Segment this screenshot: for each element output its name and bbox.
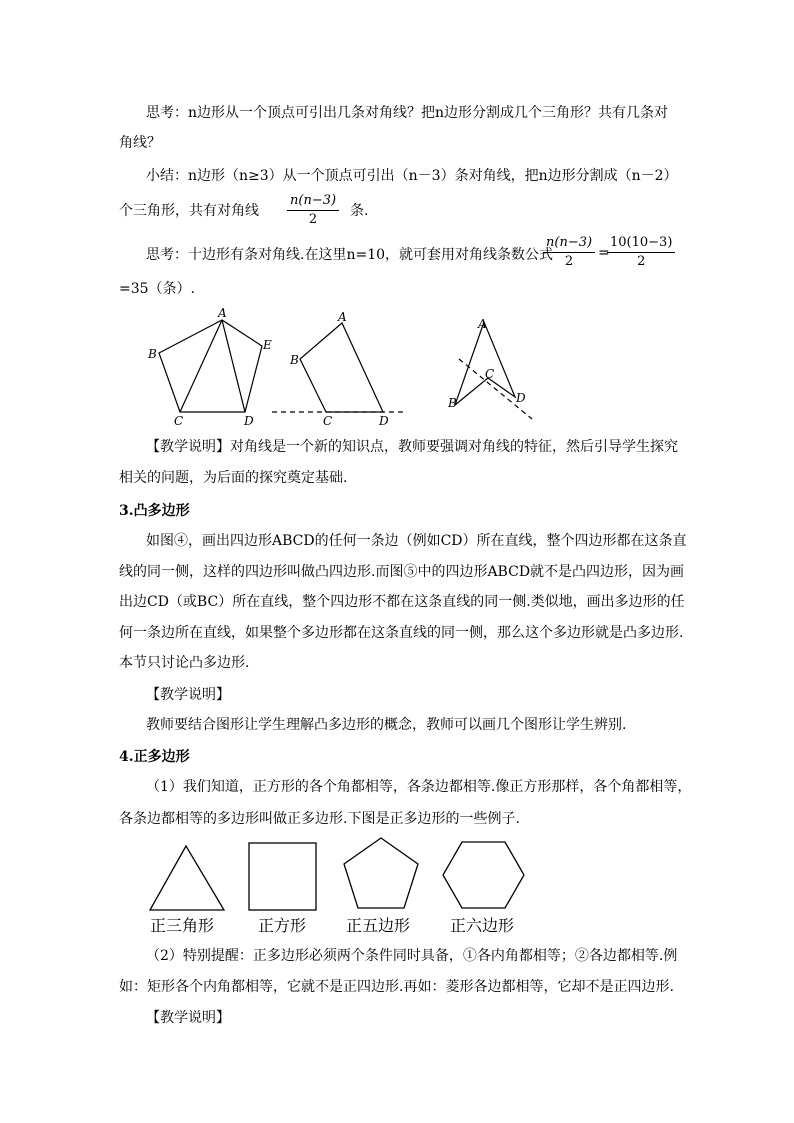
section4-teach-title: 【教学说明】 xyxy=(146,1010,230,1026)
quad-label-c: C xyxy=(323,414,333,428)
section3-line4: 何一条边所在直线，如果整个多边形都在这条直线的同一侧，那么这个多边形就是凸多边形. xyxy=(119,625,684,641)
label-regular-square: 正方形 xyxy=(258,916,307,935)
fraction-numerator: n(n−3) xyxy=(287,192,339,211)
fraction-denominator: 2 xyxy=(308,212,318,227)
section4-line3: （2）特别提醒：正多边形必须两个条件同时具备，①各内角都相等；②各边都相等.例 xyxy=(146,948,678,964)
quad-label-b: B xyxy=(290,353,299,367)
fraction-denominator: 2 xyxy=(637,254,646,269)
summary-line1: 小结：n边形（n≥3）从一个顶点可引出（n－3）条对角线，把n边形分割成（n－2） xyxy=(146,168,678,184)
pentagon-label-a: A xyxy=(218,306,227,320)
regular-square xyxy=(249,843,316,910)
section3-title: 3.凸多边形 xyxy=(119,503,190,519)
formula-fraction-2 xyxy=(607,234,675,271)
diagonal-figures xyxy=(0,300,794,430)
summary-line2-pre: 个三角形，共有对角线 xyxy=(119,203,259,219)
section3-line5: 本节只讨论凸多边形. xyxy=(119,655,250,671)
think2-line1: 思考：十边形有条对角线.在这里n=10，就可套用对角线条数公式 xyxy=(146,247,554,263)
concave-label-a: A xyxy=(478,317,487,331)
concave-label-b: B xyxy=(448,396,457,410)
section4-line1: （1）我们知道，正方形的各个角都相等，各条边都相等.像正方形那样，各个角都相等， xyxy=(146,779,692,795)
fraction-denominator: 2 xyxy=(564,254,574,269)
regular-triangle xyxy=(150,846,224,910)
regular-pentagon xyxy=(344,838,418,908)
teach-note1-line2: 相关的问题，为后面的探究奠定基础. xyxy=(119,470,348,486)
section3-teach-title: 【教学说明】 xyxy=(146,687,230,703)
fraction-numerator: n(n−3) xyxy=(543,234,595,253)
pentagon-label-c: C xyxy=(174,414,184,428)
line-bc-extended xyxy=(459,359,532,419)
section3-line2: 线的同一侧，这样的四边形叫做凸四边形.而图⑤中的四边形ABCD就不是凸四边形，因为画 xyxy=(119,564,685,580)
pentagon-label-b: B xyxy=(148,347,157,361)
summary-line2-post: 条. xyxy=(350,203,369,219)
quad-label-d: D xyxy=(379,414,389,428)
section3-teach-text: 教师要结合图形让学生理解凸多边形的概念，教师可以画几个图形让学生辨别. xyxy=(146,717,627,733)
section3-line1: 如图④，画出四边形ABCD的任何一条边（例如CD）所在直线，整个四边形都在这条直 xyxy=(146,533,687,549)
pentagon-label-e: E xyxy=(263,338,272,352)
section4-title: 4.正多边形 xyxy=(119,749,190,765)
section4-line4: 如：矩形各个内角都相等，它就不是正四边形.再如：菱形各边都相等，它却不是正四边形. xyxy=(119,979,674,995)
fraction-numerator: 10(10−3) xyxy=(607,234,675,253)
equals-sign: = xyxy=(598,245,610,261)
think2-line2: =35（条）. xyxy=(119,281,195,297)
section4-line2: 各条边都相等的多边形叫做正多边形.下图是正多边形的一些例子. xyxy=(119,811,520,827)
label-regular-hexagon: 正六边形 xyxy=(450,916,515,935)
quad-label-a: A xyxy=(338,310,347,324)
think-question-line2: 角线？ xyxy=(119,135,161,151)
pentagon-label-d: D xyxy=(244,414,254,428)
concave-label-d: D xyxy=(516,391,526,405)
concave-quad-shape xyxy=(455,322,515,405)
regular-polygons-figure xyxy=(0,835,794,915)
label-regular-triangle: 正三角形 xyxy=(150,916,215,935)
concave-label-c: C xyxy=(485,367,495,381)
diagonal-ac xyxy=(180,320,222,412)
regular-hexagon xyxy=(443,842,524,908)
convex-quad-shape xyxy=(300,323,383,412)
label-regular-pentagon: 正五边形 xyxy=(346,916,411,935)
think-question-line1: 思考：n边形从一个顶点可引出几条对角线？把n边形分割成几个三角形？共有几条对 xyxy=(146,105,669,121)
teach-note1-line1: 【教学说明】对角线是一个新的知识点，教师要强调对角线的特征，然后引导学生探究 xyxy=(146,439,678,455)
section3-line3: 出边CD（或BC）所在直线，整个四边形不都在这条直线的同一侧.类似地，画出多边形的任 xyxy=(119,594,685,610)
diagonal-ad xyxy=(222,320,245,412)
formula-fraction-1 xyxy=(543,234,595,271)
diagonal-formula-fraction xyxy=(287,192,339,229)
pentagon-shape xyxy=(159,320,262,412)
